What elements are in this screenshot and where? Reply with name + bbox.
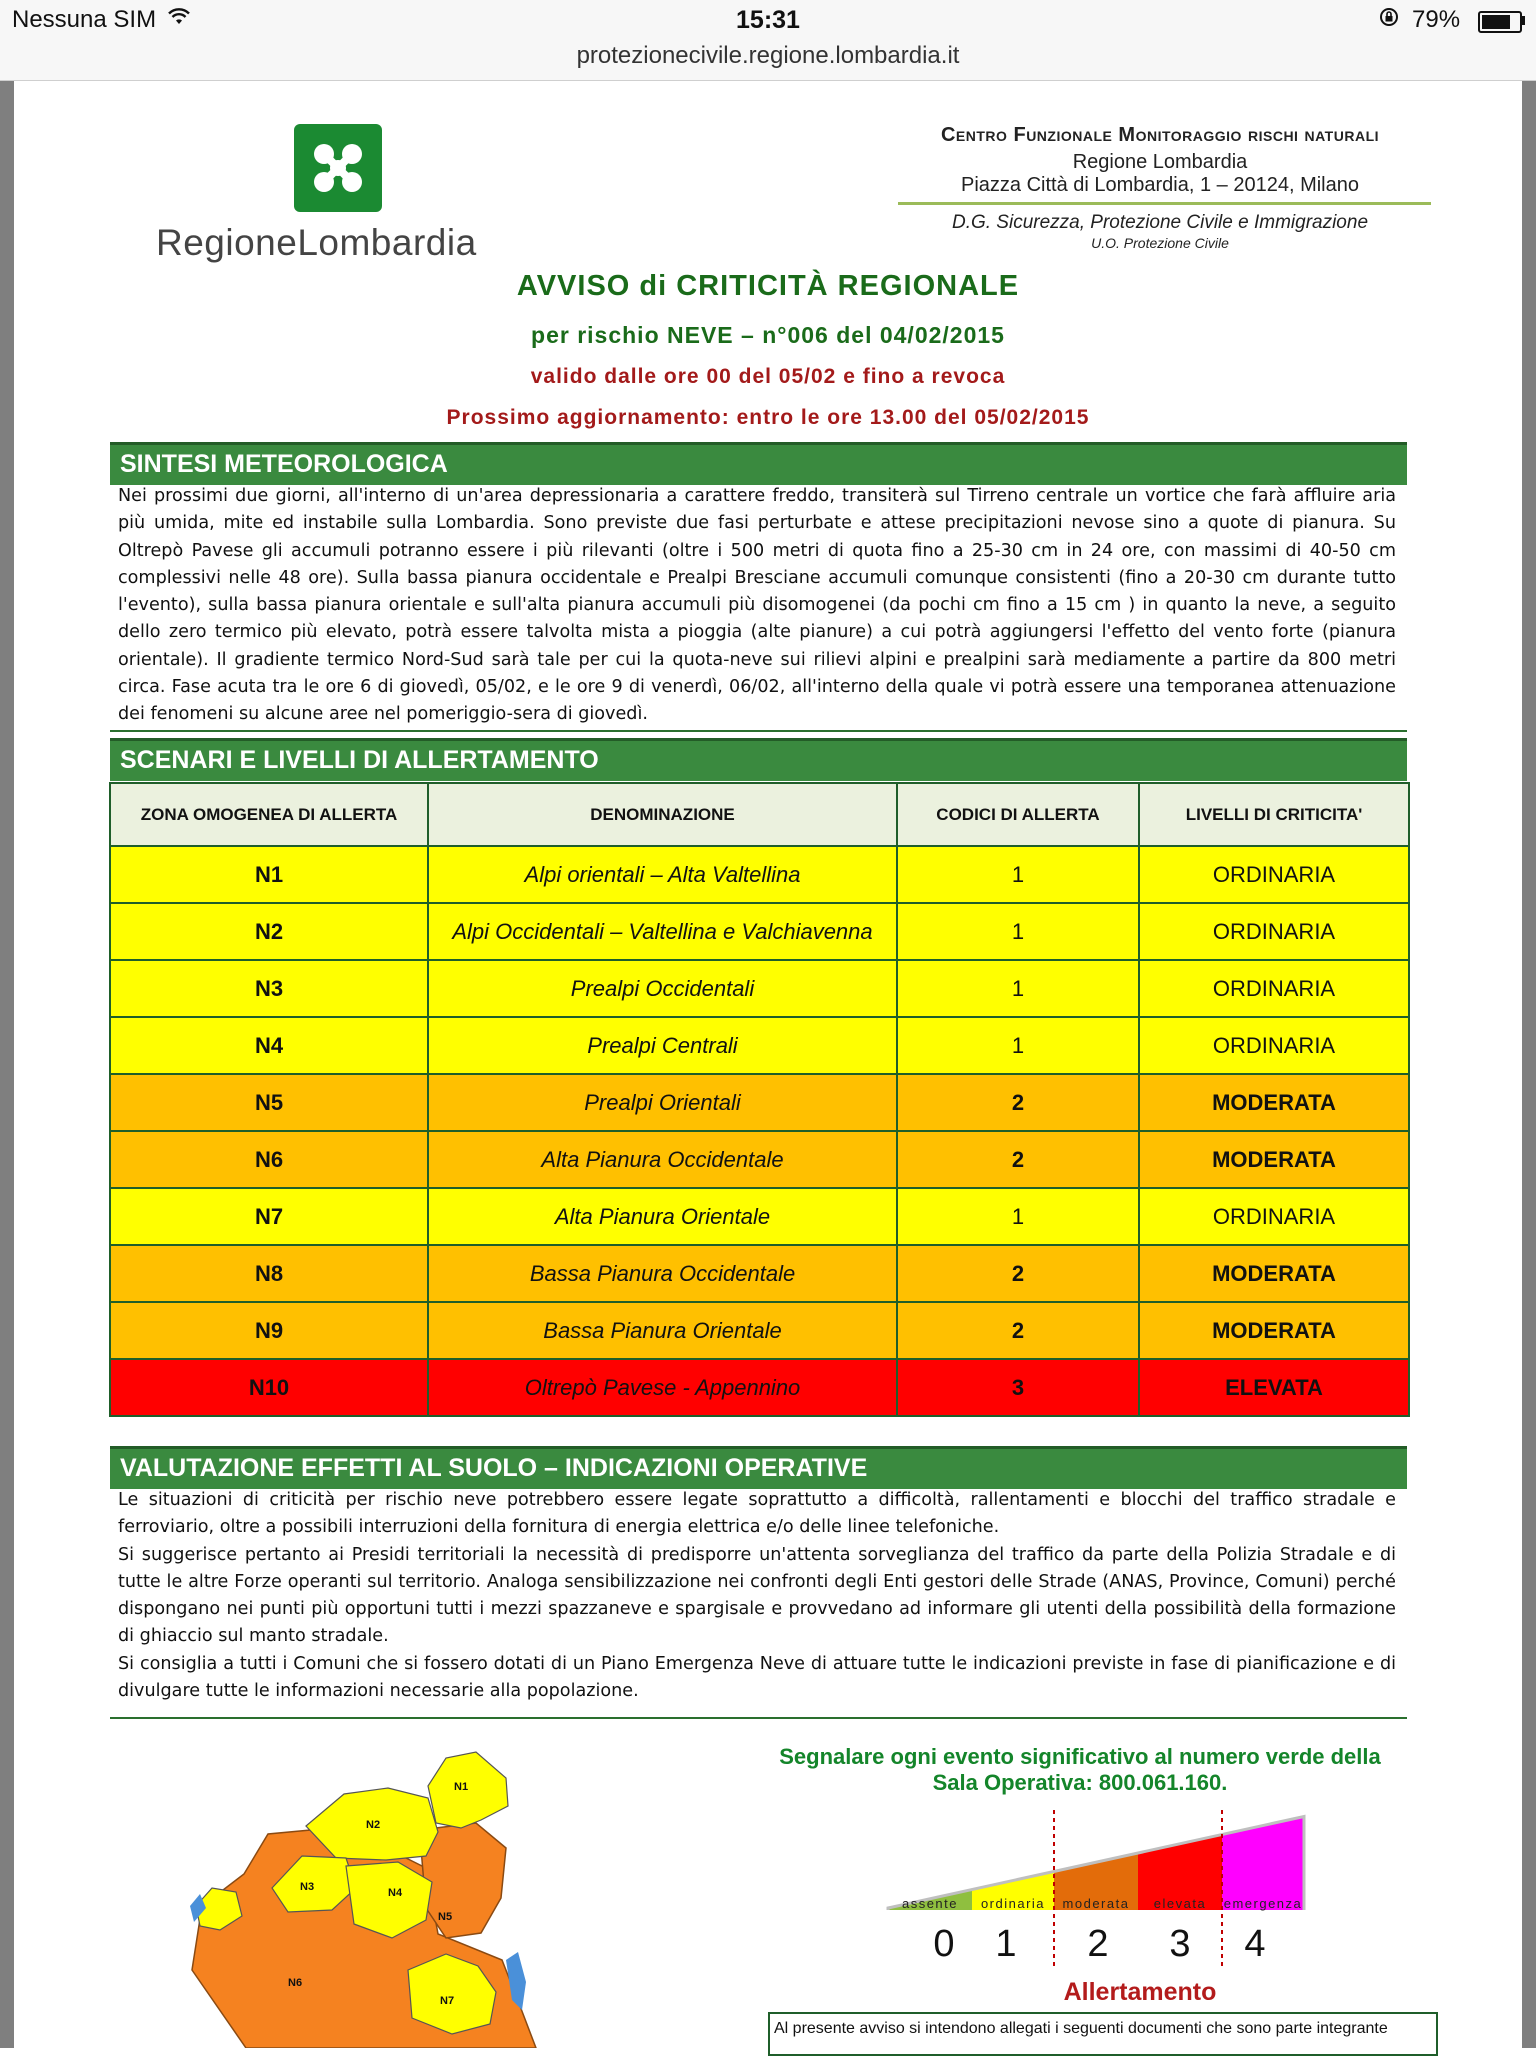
scale-caption: Allertamento <box>1063 1978 1217 2006</box>
sintesi-paragraph: Nei prossimi due giorni, all'interno di un'area depressionaria a carattere freddo, transiterà sul Tirreno centrale un vortice che farà affluire aria più umida, mite ed instabile sulla Lombardia. Sono previste due fasi perturbate e attese precipitazioni nevose sino a quote di pianura. Su Oltrepò Pavese gli accumuli potranno essere i più rilevanti (oltre i 500 metri di quota fino a 25-30 cm in 24 ore, con massimi di 40-50 cm complessivi nelle 48 ore). Sulla bassa pianura occidentale e Prealpi Bresciane accumuli comunque consistenti (fino a 20-30 cm durante tutto l'evento), sulla bassa pianura orientale e sull'alta pianura accumuli più disomogenei (da pochi cm fino a 15 cm ) in quanto la neve, a seguito dello zero termico più elevato, potrà essere talvolta mista a pioggia (alte pianure) a cui potrà aggiungersi l'effetto del vento forte (pianura orientale). Il gradiente termico Nord-Sud sarà tale per cui la quota-neve sui rilievi alpini e prealpini sarà mediamente a partire da 800 metri circa. Fase acuta tra le ore 6 di giovedì, 05/02, e le ore 9 di venerdì, 06/02, all'interno della quale vi potrà essere una temporanea attenuazione dei fenomeni su alcune aree nel pomeriggio-sera di giovedì. <box>118 486 1396 725</box>
regione-lombardia-logo-icon <box>294 124 382 212</box>
map-zone-label: N6 <box>288 1977 303 1989</box>
zone-name-cell: Oltrepò Pavese - Appennino <box>428 1359 897 1416</box>
section-title: VALUTAZIONE EFFETTI AL SUOLO – INDICAZIONI OPERATIVE <box>120 1454 868 1482</box>
scale-level-number: 3 <box>1169 1923 1191 1965</box>
map-zone-label: N3 <box>300 1881 315 1893</box>
table-row <box>110 846 1409 903</box>
criticality-level-cell: ORDINARIA <box>1139 1017 1409 1074</box>
zone-name-cell: Alpi Occidentali – Valtellina e Valchiavenna <box>428 903 897 960</box>
alert-code-cell: 1 <box>897 846 1139 903</box>
battery-icon <box>1478 11 1522 33</box>
scale-level-label: moderata <box>1062 1896 1130 1911</box>
zone-code-cell: N7 <box>110 1188 428 1245</box>
scale-level-number: 1 <box>995 1923 1017 1965</box>
alert-level-scale <box>880 1800 1320 1970</box>
scale-level-label: elevata <box>1153 1896 1207 1911</box>
header-divider <box>898 202 1431 205</box>
zone-name-cell: Bassa Pianura Occidentale <box>428 1245 897 1302</box>
dept-name: D.G. Sicurezza, Protezione Civile e Immigrazione <box>951 212 1369 233</box>
zone-name-cell: Bassa Pianura Orientale <box>428 1302 897 1359</box>
criticality-level-cell: ORDINARIA <box>1139 846 1409 903</box>
alert-code-cell: 1 <box>897 1188 1139 1245</box>
valutazione-paragraph: Si suggerisce pertanto ai Presidi territoriali la necessità di predisporre un'attenta sorveglianza del traffico da parte della Polizia Stradale e di tutte le altre Forze operanti sul territorio. Analoga sensibilizzazione nei confronti degli Enti gestori delle Strade (ANAS, Province, Comuni) perché dispongano nei punti più opportuni tutti i mezzi spazzaneve e spargisale e provvedano ad informare gli utenti della possibilità della formazione di ghiaccio sul manto stradale. <box>118 1544 1396 1647</box>
map-zone-label: N5 <box>438 1911 453 1923</box>
dept-unit: U.O. Protezione Civile <box>1091 235 1229 251</box>
column-header: DENOMINAZIONE <box>428 783 897 846</box>
criticality-level-cell: ORDINARIA <box>1139 903 1409 960</box>
alert-zones-table <box>109 782 1410 1417</box>
section-title: SCENARI E LIVELLI DI ALLERTAMENTO <box>120 746 599 774</box>
scale-level-label: ordinaria <box>980 1896 1046 1911</box>
section-header-scenari <box>110 738 1407 781</box>
alert-code-cell: 3 <box>897 1359 1139 1416</box>
org-address: Piazza Città di Lombardia, 1 – 20124, Milano <box>960 174 1359 196</box>
zone-code-cell: N1 <box>110 846 428 903</box>
bulletin-subtitle: per rischio NEVE – n°006 del 04/02/2015 <box>531 322 1005 348</box>
alert-code-cell: 2 <box>897 1131 1139 1188</box>
zone-code-cell: N3 <box>110 960 428 1017</box>
map-zone-label: N1 <box>454 1781 469 1793</box>
column-header: CODICI DI ALLERTA <box>897 783 1139 846</box>
zone-code-cell: N2 <box>110 903 428 960</box>
table-row <box>110 1188 1409 1245</box>
table-row <box>110 960 1409 1017</box>
table-row <box>110 1359 1409 1416</box>
valutazione-paragraph: Le situazioni di criticità per rischio neve potrebbero essere legate soprattutto a difficoltà, rallentamenti e blocchi del traffico stradale e ferroviario, oltre a possibili interruzioni della fornitura di energia elettrica e/o delle linee telefoniche. <box>118 1490 1396 1538</box>
criticality-level-cell: MODERATA <box>1139 1131 1409 1188</box>
clock: 15:31 <box>736 6 800 34</box>
table-row <box>110 1245 1409 1302</box>
criticality-level-cell: ORDINARIA <box>1139 960 1409 1017</box>
scale-level-number: 2 <box>1087 1923 1109 1965</box>
alert-code-cell: 2 <box>897 1302 1139 1359</box>
carrier-label: Nessuna SIM <box>12 6 157 33</box>
scale-level-label: assente <box>901 1896 959 1911</box>
alert-code-cell: 1 <box>897 1017 1139 1074</box>
valutazione-paragraph: Si consiglia a tutti i Comuni che si fossero dotati di un Piano Emergenza Neve di attuare tutte le indicazioni previste in fase di pianificazione e di divulgare tutte le informazioni necessarie alla popolazione. <box>118 1653 1396 1702</box>
alert-zone-map <box>176 1738 596 2048</box>
rotation-lock-icon <box>1378 6 1400 35</box>
page-title: AVVISO di CRITICITÀ REGIONALE <box>516 270 1020 302</box>
zone-code-cell: N9 <box>110 1302 428 1359</box>
next-update-line: Prossimo aggiornamento: entro le ore 13.00 del 05/02/2015 <box>446 406 1090 429</box>
section-header-sintesi <box>110 442 1407 485</box>
section-divider <box>110 730 1407 732</box>
criticality-level-cell: ELEVATA <box>1139 1359 1409 1416</box>
zone-name-cell: Alta Pianura Occidentale <box>428 1131 897 1188</box>
table-row <box>110 903 1409 960</box>
table-row <box>110 1017 1409 1074</box>
logo-wordmark: RegioneLombardia <box>156 222 477 263</box>
map-zone-label: N7 <box>440 1995 455 2007</box>
sintesi-text <box>118 483 1396 727</box>
attachments-note <box>768 2012 1438 2056</box>
criticality-level-cell: ORDINARIA <box>1139 1188 1409 1245</box>
criticality-level-cell: MODERATA <box>1139 1302 1409 1359</box>
alert-code-cell: 2 <box>897 1245 1139 1302</box>
scale-level-number: 0 <box>933 1923 955 1965</box>
alert-code-cell: 2 <box>897 1074 1139 1131</box>
table-row <box>110 1074 1409 1131</box>
section-header-valutazione <box>110 1446 1407 1489</box>
zone-name-cell: Prealpi Centrali <box>428 1017 897 1074</box>
table-row <box>110 1131 1409 1188</box>
scale-level-label: emergenza <box>1223 1896 1303 1911</box>
table-row <box>110 1302 1409 1359</box>
zone-code-cell: N8 <box>110 1245 428 1302</box>
column-header: LIVELLI DI CRITICITA' <box>1139 783 1409 846</box>
criticality-level-cell: MODERATA <box>1139 1245 1409 1302</box>
zone-name-cell: Prealpi Orientali <box>428 1074 897 1131</box>
section-title: SINTESI METEOROLOGICA <box>120 450 448 478</box>
table-header-row <box>110 783 1409 846</box>
map-zone-label: N2 <box>366 1819 381 1831</box>
zone-name-cell: Prealpi Occidentali <box>428 960 897 1017</box>
status-bar <box>0 0 1536 81</box>
zone-code-cell: N6 <box>110 1131 428 1188</box>
section-divider <box>110 1717 1407 1719</box>
battery-tip <box>1522 16 1525 25</box>
zone-name-cell: Alpi orientali – Alta Valtellina <box>428 846 897 903</box>
zone-code-cell: N10 <box>110 1359 428 1416</box>
valutazione-text <box>118 1487 1396 1707</box>
scale-level-number: 4 <box>1244 1923 1266 1965</box>
alert-code-cell: 1 <box>897 960 1139 1017</box>
zone-code-cell: N4 <box>110 1017 428 1074</box>
org-name: Centro Funzionale Monitoraggio rischi naturali <box>940 124 1380 146</box>
alert-code-cell: 1 <box>897 903 1139 960</box>
validity-line: valido dalle ore 00 del 05/02 e fino a revoca <box>530 365 1006 388</box>
map-zone-label: N4 <box>388 1887 403 1899</box>
zone-code-cell: N5 <box>110 1074 428 1131</box>
report-instructions: Segnalare ogni evento significativo al numero verde della <box>779 1744 1381 1769</box>
address-bar-url[interactable]: protezionecivile.regione.lombardia.it <box>576 42 960 69</box>
report-phone[interactable]: Sala Operativa: 800.061.160. <box>932 1770 1228 1795</box>
battery-percent: 79% <box>1412 6 1461 33</box>
criticality-level-cell: MODERATA <box>1139 1074 1409 1131</box>
zone-name-cell: Alta Pianura Orientale <box>428 1188 897 1245</box>
org-region: Regione Lombardia <box>1072 151 1248 173</box>
attachments-note-text: Al presente avviso si intendono allegati i seguenti documenti che sono parte integrante <box>774 2020 1388 2037</box>
column-header: ZONA OMOGENEA DI ALLERTA <box>110 783 428 846</box>
